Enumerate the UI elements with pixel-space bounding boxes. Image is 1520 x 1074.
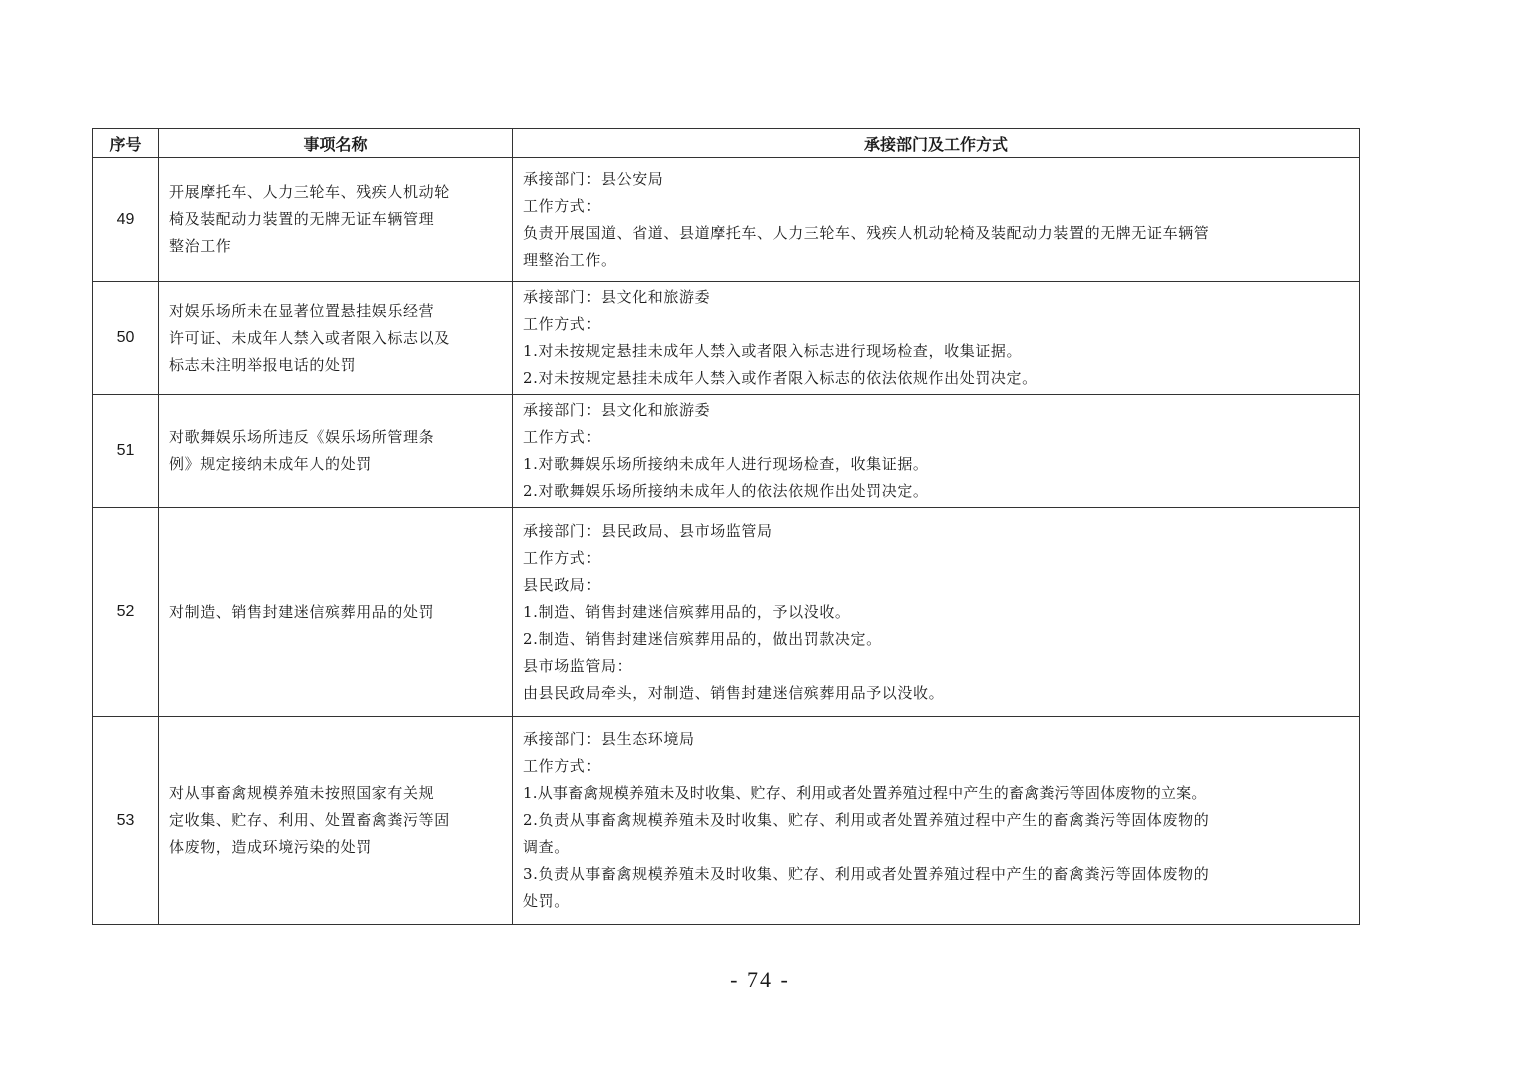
department-and-method xyxy=(513,508,1360,717)
method-line: 1.对未按规定悬挂未成年人禁入或者限入标志进行现场检查，收集证据。 xyxy=(523,342,1023,360)
item-name-line: 例》规定接纳未成年人的处罚 xyxy=(169,455,372,473)
method-line: 1.对歌舞娱乐场所接纳未成年人进行现场检查，收集证据。 xyxy=(523,455,929,473)
method-line: 2.制造、销售封建迷信殡葬用品的，做出罚款决定。 xyxy=(523,629,882,648)
table-row xyxy=(93,395,1360,508)
item-name xyxy=(159,395,513,508)
item-name-line: 整治工作 xyxy=(169,237,232,255)
method-line: 理整治工作。 xyxy=(523,250,617,269)
item-name-line: 许可证、未成年人禁入或者限入标志以及 xyxy=(169,328,450,347)
row-number: 52 xyxy=(93,508,159,717)
item-name xyxy=(159,717,513,925)
method-line: 调查。 xyxy=(523,838,570,856)
method-line: 3.负责从事畜禽规模养殖未及时收集、贮存、利用或者处置养殖过程中产生的畜禽粪污等固体废物的 xyxy=(523,865,1210,883)
item-name-line: 对制造、销售封建迷信殡葬用品的处罚 xyxy=(169,602,435,621)
method-label: 工作方式： xyxy=(523,315,602,333)
method-line: 县市场监管局： xyxy=(523,656,633,675)
department-and-method xyxy=(513,395,1360,508)
department-line: 承接部门：县文化和旅游委 xyxy=(523,401,711,419)
method-line: 2.负责从事畜禽规模养殖未及时收集、贮存、利用或者处置养殖过程中产生的畜禽粪污等固体废物的 xyxy=(523,811,1210,829)
row-number: 51 xyxy=(93,395,159,508)
table-row xyxy=(93,282,1360,395)
method-label: 工作方式： xyxy=(523,428,602,446)
header-item-name: 事项名称 xyxy=(159,129,513,158)
header-serial-number: 序号 xyxy=(93,129,159,158)
item-name-line: 对娱乐场所未在显著位置悬挂娱乐经营 xyxy=(169,301,435,320)
header-department-and-method: 承接部门及工作方式 xyxy=(513,129,1360,158)
table-row xyxy=(93,158,1360,282)
item-name-line: 开展摩托车、人力三轮车、残疾人机动轮 xyxy=(169,183,450,201)
method-line: 2.对未按规定悬挂未成年人禁入或作者限入标志的依法依规作出处罚决定。 xyxy=(523,369,1038,387)
page-number: - 74 - xyxy=(730,967,790,992)
department-line: 承接部门：县公安局 xyxy=(523,169,664,188)
table-header-row xyxy=(93,129,1360,158)
department-and-method xyxy=(513,717,1360,925)
item-name-line: 对从事畜禽规模养殖未按照国家有关规 xyxy=(169,784,435,802)
item-name-line: 体废物，造成环境污染的处罚 xyxy=(169,838,372,856)
department-line: 承接部门：县生态环境局 xyxy=(523,730,695,748)
method-line: 负责开展国道、省道、县道摩托车、人力三轮车、残疾人机动轮椅及装配动力装置的无牌无证车辆管 xyxy=(523,223,1210,242)
method-line: 1.从事畜禽规模养殖未及时收集、贮存、利用或者处置养殖过程中产生的畜禽粪污等固体废物的立案。 xyxy=(523,784,1207,802)
item-name xyxy=(159,282,513,395)
table-row xyxy=(93,717,1360,925)
item-name-line: 定收集、贮存、利用、处置畜禽粪污等固 xyxy=(169,811,450,829)
items-table xyxy=(92,128,1360,925)
method-line: 县民政局： xyxy=(523,575,602,594)
method-line: 1.制造、销售封建迷信殡葬用品的，予以没收。 xyxy=(523,602,851,621)
item-name-line: 对歌舞娱乐场所违反《娱乐场所管理条 xyxy=(169,428,435,446)
department-line: 承接部门：县文化和旅游委 xyxy=(523,288,711,306)
method-line: 2.对歌舞娱乐场所接纳未成年人的依法依规作出处罚决定。 xyxy=(523,482,929,500)
department-and-method xyxy=(513,158,1360,282)
row-number: 49 xyxy=(93,158,159,282)
method-label: 工作方式： xyxy=(523,548,602,567)
method-label: 工作方式： xyxy=(523,757,602,775)
department-line: 承接部门：县民政局、县市场监管局 xyxy=(523,521,773,540)
row-number: 50 xyxy=(93,282,159,395)
item-name-line: 椅及装配动力装置的无牌无证车辆管理 xyxy=(169,210,435,228)
department-and-method xyxy=(513,282,1360,395)
item-name xyxy=(159,158,513,282)
method-line: 由县民政局牵头，对制造、销售封建迷信殡葬用品予以没收。 xyxy=(523,683,945,702)
table-row xyxy=(93,508,1360,717)
item-name-line: 标志未注明举报电话的处罚 xyxy=(169,355,357,374)
row-number: 53 xyxy=(93,717,159,925)
method-line: 处罚。 xyxy=(523,892,570,910)
method-label: 工作方式： xyxy=(523,196,602,215)
item-name xyxy=(159,508,513,717)
